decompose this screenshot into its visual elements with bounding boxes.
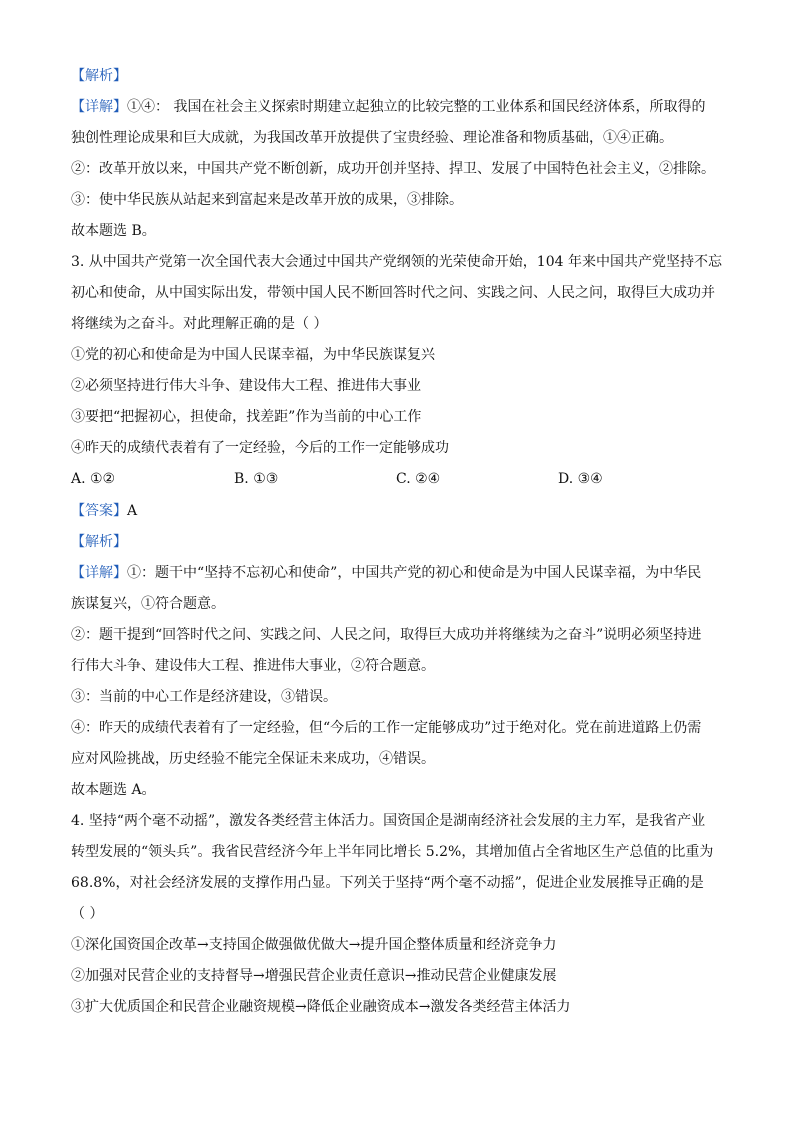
detail-tag: 【详解】	[71, 99, 127, 115]
q3-exp-line-6: ④：昨天的成绩代表着有了一定经验，但“今后的工作一定能够成功”过于绝对化。党在前进道路上仍需	[71, 720, 702, 736]
q3-option-a: A. ①②	[71, 471, 116, 487]
detail-text: ①④： 我国在社会主义探索时期建立起独立的比较完整的工业体系和国民经济体系，所取得的	[127, 99, 706, 115]
q3-exp-line-2: 族谋复兴，①符合题意。	[71, 596, 225, 612]
q3-item-2: ②必须坚持进行伟大斗争、建设伟大工程、推进伟大事业	[71, 378, 421, 394]
q3-analysis-tag: 【解析】	[71, 534, 127, 550]
q3-answer-line	[71, 501, 721, 521]
q4-stem-line-3: 68.8%，对社会经济发展的支撑作用凸显。下列关于坚持“两个毫不动摇”，促进企业发展推导正确的是	[71, 875, 704, 891]
q3-option-d: D. ③④	[558, 471, 603, 487]
q3-exp-line-1	[71, 563, 721, 583]
q3-item-3: ③要把“把握初心，担使命，找差距”作为当前的中心工作	[71, 409, 422, 425]
analysis-tag: 【解析】	[71, 68, 127, 84]
q4-stem-line-4: （ ）	[71, 906, 104, 922]
detail-line-4: ③：使中华民族从站起来到富起来是改革开放的成果，③排除。	[71, 192, 463, 208]
detail-line-1	[71, 97, 721, 117]
q3-exp-line-4: 行伟大斗争、建设伟大工程、推进伟大事业，②符合题意。	[71, 658, 435, 674]
q3-item-4: ④昨天的成绩代表着有了一定经验，今后的工作一定能够成功	[71, 440, 449, 456]
q3-item-1: ①党的初心和使命是为中国人民谋幸福，为中华民族谋复兴	[71, 347, 435, 363]
q3-stem-line-1: 3. 从中国共产党第一次全国代表大会通过中国共产党纲领的光荣使命开始，104 年来中国共产党坚持不忘	[71, 254, 722, 270]
q4-item-3: ③扩大优质国企和民营企业融资规模→降低企业融资成本→激发各类经营主体活力	[71, 999, 571, 1015]
answer-value: A	[127, 503, 138, 519]
q3-exp-line-3: ②：题干提到“回答时代之问、实践之问、人民之问，取得巨大成功并将继续为之奋斗”说明必须坚持进	[71, 627, 702, 643]
q4-item-1: ①深化国资国企改革→支持国企做强做优做大→提升国企整体质量和经济竞争力	[71, 937, 557, 953]
q3-detail-tag: 【详解】	[71, 565, 127, 581]
conclusion-line: 故本题选 B。	[71, 223, 156, 239]
q3-stem-line-3: 将继续为之奋斗。对此理解正确的是（ ）	[71, 316, 328, 332]
q3-option-c: C. ②④	[396, 471, 441, 487]
detail-line-2: 独创性理论成果和巨大成就，为我国改革开放提供了宝贵经验、理论准备和物质基础，①④正确。	[71, 130, 673, 146]
answer-tag: 【答案】	[71, 503, 127, 519]
q3-exp-line-5: ③：当前的中心工作是经济建设，③错误。	[71, 689, 337, 705]
q4-stem-line-2: 转型发展的“领头兵”。我省民营经济今年上半年同比增长 5.2%，其增加值占全省地区生产总值的比重为	[71, 844, 714, 860]
q3-option-b: B. ①③	[234, 471, 279, 487]
q4-item-2: ②加强对民营企业的支持督导→增强民营企业责任意识→推动民营企业健康发展	[71, 968, 557, 984]
q3-conclusion: 故本题选 A。	[71, 782, 156, 798]
q3-exp-text-1: ①：题干中“坚持不忘初心和使命”，中国共产党的初心和使命是为中国人民谋幸福，为中华民	[127, 565, 702, 581]
q3-stem-line-2: 初心和使命，从中国实际出发，带领中国人民不断回答时代之问、实践之问、人民之问，取得巨大成功并	[71, 285, 715, 301]
q3-exp-line-7: 应对风险挑战，历史经验不能完全保证未来成功，④错误。	[71, 751, 435, 767]
detail-line-3: ②：改革开放以来，中国共产党不断创新，成功开创并坚持、捍卫、发展了中国特色社会主义，②排除。	[71, 161, 715, 177]
q4-stem-line-1: 4. 坚持“两个毫不动摇”，激发各类经营主体活力。国资国企是湖南经济社会发展的主力军，是我省产业	[71, 813, 706, 829]
